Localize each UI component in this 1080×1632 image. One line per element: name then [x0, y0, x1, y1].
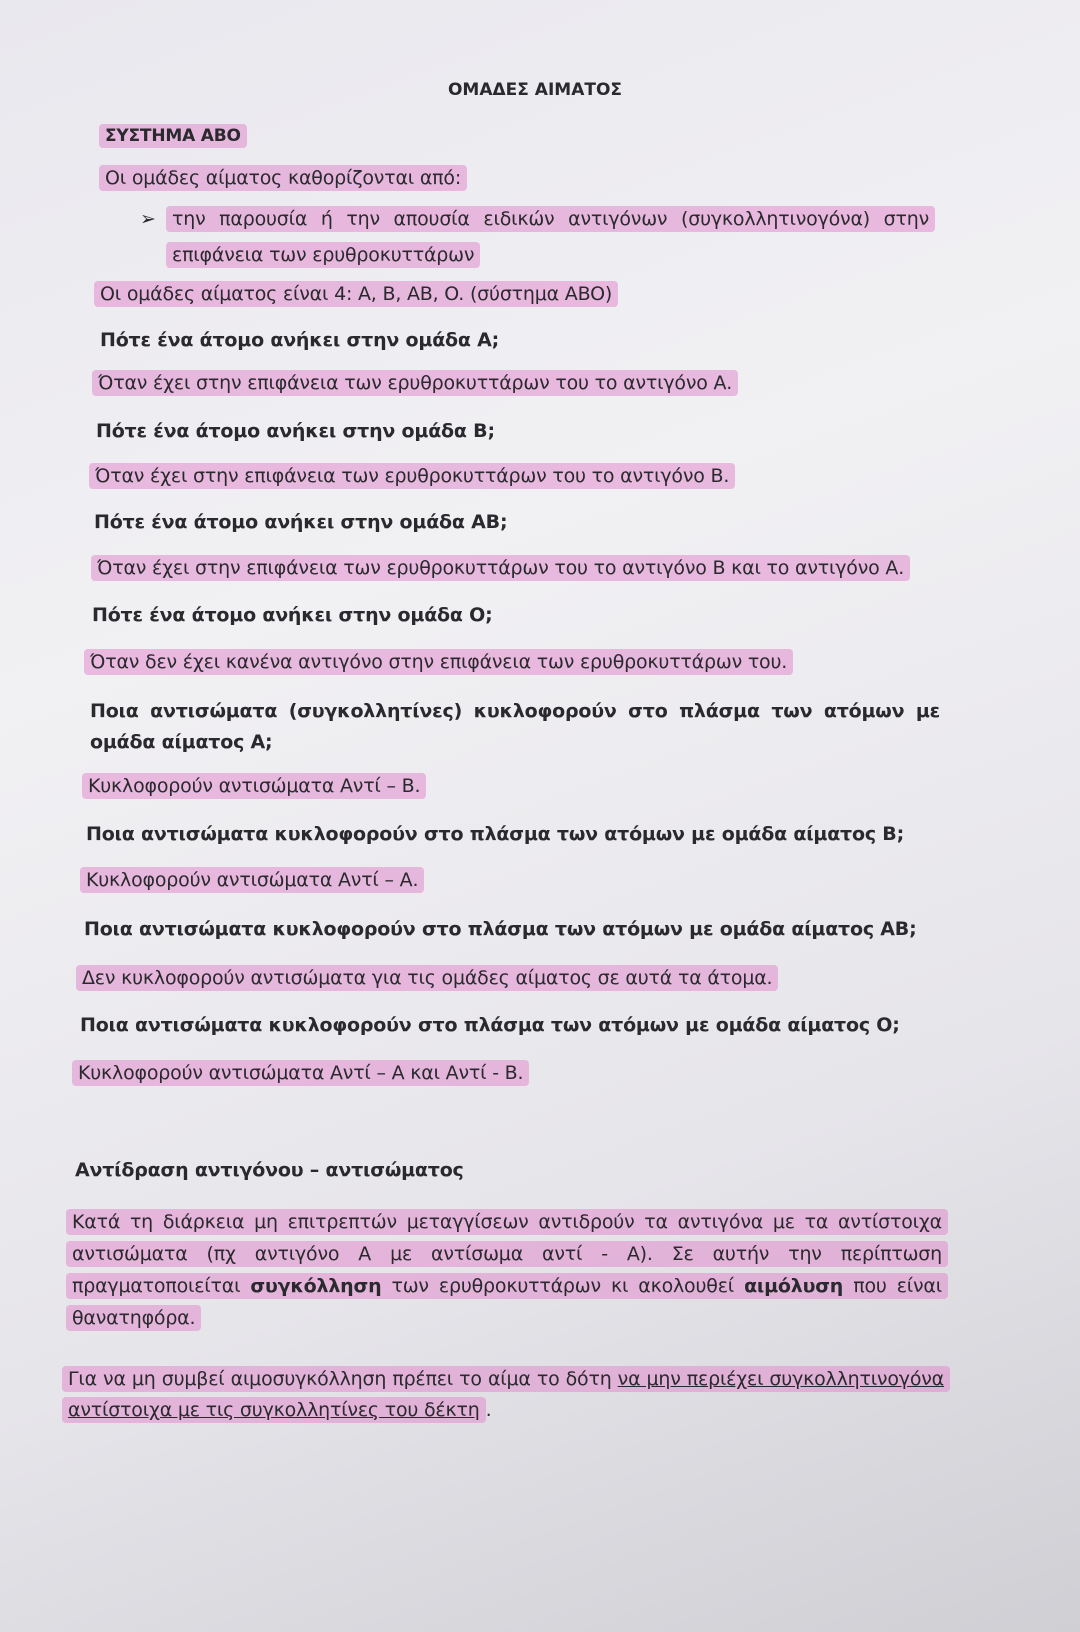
intro-text	[105, 167, 467, 189]
underlined-requirement: να μην περιέχει συγκολλητινογόνα αντίστοιχα με τις συγκολλητίνες του δέκτη	[68, 1368, 944, 1421]
question-o: Πότε ένα άτομο ανήκει στην ομάδα Ο;	[92, 604, 493, 626]
bold-term-hemolysis: αιμόλυση	[744, 1275, 844, 1297]
question-antibodies-a: Ποια αντισώματα (συγκολλητίνες) κυκλοφορούν στο πλάσμα των ατόμων με ομάδα αίματος Α;	[90, 700, 940, 753]
intro-label: Οι ομάδες αίματος καθορίζονται από:	[99, 165, 467, 191]
answer-b	[95, 465, 735, 487]
answer-text: Δεν κυκλοφορούν αντισώματα για τις ομάδες αίματος σε αυτά τα άτομα.	[76, 965, 778, 991]
question-antibodies-b: Ποια αντισώματα κυκλοφορούν στο πλάσμα των ατόμων με ομάδα αίματος Β;	[86, 823, 904, 845]
section-heading-reaction: Αντίδραση αντιγόνου – αντισώματος	[75, 1159, 464, 1181]
bold-term-agglutination: συγκόλληση	[250, 1275, 382, 1297]
answer-antibodies-b	[86, 869, 424, 891]
section-heading-text: ΣΥΣΤΗΜΑ ΑΒΟ	[99, 124, 247, 148]
paragraph-text: που είναι θανατηφόρα.	[72, 1275, 942, 1329]
answer-text: Κυκλοφορούν αντισώματα Αντί – Α και Αντί - Β.	[72, 1060, 529, 1086]
question-a: Πότε ένα άτομο ανήκει στην ομάδα Α;	[100, 329, 500, 351]
answer-text: Όταν έχει στην επιφάνεια των ερυθροκυττάρων του το αντιγόνο Α.	[92, 370, 738, 396]
bullet-text: την παρουσία ή την απουσία ειδικών αντιγόνων (συγκολλητινογόνα) στην επιφάνεια των ερυθροκυττάρων	[166, 206, 935, 268]
arrow-bullet-icon: ➢	[140, 208, 156, 230]
answer-text: Όταν δεν έχει κανένα αντιγόνο στην επιφάνεια των ερυθροκυττάρων του.	[84, 649, 793, 675]
document-title: ΟΜΑΔΕΣ ΑΙΜΑΤΟΣ	[447, 80, 623, 100]
question-antibodies-o: Ποια αντισώματα κυκλοφορούν στο πλάσμα των ατόμων με ομάδα αίματος Ο;	[80, 1014, 900, 1036]
answer-text: Κυκλοφορούν αντισώματα Αντί – Β.	[82, 773, 426, 799]
bullet-item	[140, 201, 935, 273]
groups-text	[100, 283, 618, 305]
reaction-paragraph	[72, 1206, 948, 1334]
donor-paragraph	[68, 1364, 950, 1426]
paragraph-end: .	[485, 1399, 492, 1421]
answer-o	[90, 651, 793, 673]
answer-text: Όταν έχει στην επιφάνεια των ερυθροκυττάρων του το αντιγόνο Β.	[89, 463, 735, 489]
paragraph-text: των ερυθροκυττάρων κι ακολουθεί	[381, 1275, 745, 1297]
answer-text: Κυκλοφορούν αντισώματα Αντί – Α.	[80, 867, 424, 893]
answer-antibodies-o	[78, 1062, 529, 1084]
answer-ab	[97, 557, 910, 579]
answer-a	[98, 372, 738, 394]
paragraph-text: Κατά τη διάρκεια μη επιτρεπτών μεταγγίσεων αντιδρούν τα αντιγόνα με τα αντίστοιχα αντισώματα (πχ αντιγόνο Α με αντίσωμα αντί - Α). Σε αυτήν την περίπτωση πραγματοποιείται	[72, 1211, 942, 1297]
question-ab: Πότε ένα άτομο ανήκει στην ομάδα ΑΒ;	[94, 511, 508, 533]
question-antibodies-ab: Ποια αντισώματα κυκλοφορούν στο πλάσμα των ατόμων με ομάδα αίματος ΑΒ;	[84, 918, 917, 940]
groups-label: Οι ομάδες αίματος είναι 4: A, B, AB, O. (σύστημα ABO)	[94, 281, 618, 307]
answer-text: Όταν έχει στην επιφάνεια των ερυθροκυττάρων του το αντιγόνο Β και το αντιγόνο Α.	[91, 555, 910, 581]
answer-antibodies-a	[88, 775, 426, 797]
section-heading-abo	[105, 126, 247, 146]
answer-antibodies-ab	[82, 967, 778, 989]
question-b: Πότε ένα άτομο ανήκει στην ομάδα Β;	[96, 420, 495, 442]
paragraph-text: Για να μη συμβεί αιμοσυγκόλληση πρέπει το αίμα το δότη	[68, 1368, 618, 1390]
